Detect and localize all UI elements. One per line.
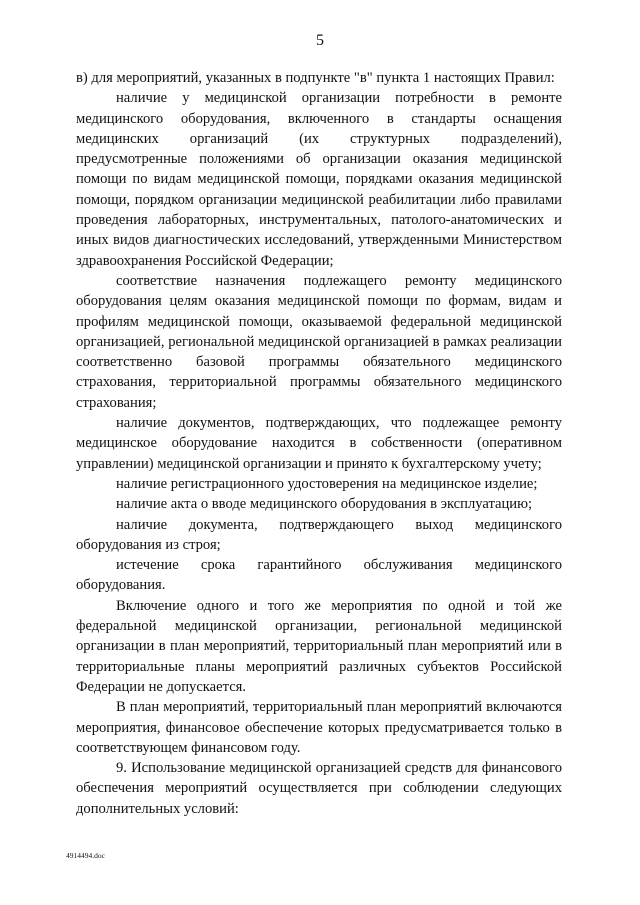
- paragraph: наличие у медицинской организации потребности в ремонте медицинского оборудования, включенного в стандарты оснащения медицинских организаций (их структурных подразделений), предусмотренные положениями об организации оказания медицинской помощи по видам медицинской помощи, порядками оказания медицинской помощи, порядком организации медицинской реабилитации либо правилами проведения лабораторных, инструментальных, патолого-анатомических и иных видов диагностических исследований, утвержденными Министерством здравоохранения Российской Федерации;: [76, 90, 562, 269]
- document-body: [76, 68, 562, 819]
- paragraph: Включение одного и того же мероприятия по одной и той же федеральной медицинской организации, региональной медицинской организации в план мероприятий, территориальный план мероприятий или в территориальные планы мероприятий различных субъектов Российской Федерации не допускается.: [76, 597, 562, 695]
- paragraph: наличие регистрационного удостоверения на медицинское изделие;: [116, 475, 538, 492]
- paragraph: истечение срока гарантийного обслуживания медицинского оборудования.: [76, 557, 562, 594]
- document-file-code: 4914494.doc: [66, 851, 105, 860]
- paragraph: в) для мероприятий, указанных в подпункте "в" пункта 1 настоящих Правил:: [76, 70, 555, 86]
- paragraph: В план мероприятий, территориальный план мероприятий включаются мероприятия, финансовое обеспечение которых предусматривается только в соответствующем финансовом году.: [76, 699, 562, 756]
- paragraph: наличие документов, подтверждающих, что подлежащее ремонту медицинское оборудование находится в собственности (оперативном управлении) медицинской организации и принято к бухгалтерскому учету;: [76, 415, 562, 472]
- page-number: 5: [316, 32, 324, 49]
- paragraph: наличие акта о вводе медицинского оборудования в эксплуатацию;: [116, 496, 533, 513]
- paragraph: соответствие назначения подлежащего ремонту медицинского оборудования целям оказания медицинской помощи по формам, видам и профилям медицинской помощи, оказываемой федеральной медицинской организацией, региональной медицинской организацией в рамках реализации соответственно базовой программы обязательного медицинского страхования, территориальной программы обязательного медицинского страхования;: [76, 272, 562, 411]
- paragraph: 9. Использование медицинской организацией средств для финансового обеспечения мероприятий осуществляется при соблюдении следующих дополнительных условий:: [76, 760, 562, 817]
- paragraph: наличие документа, подтверждающего выход медицинского оборудования из строя;: [76, 516, 562, 553]
